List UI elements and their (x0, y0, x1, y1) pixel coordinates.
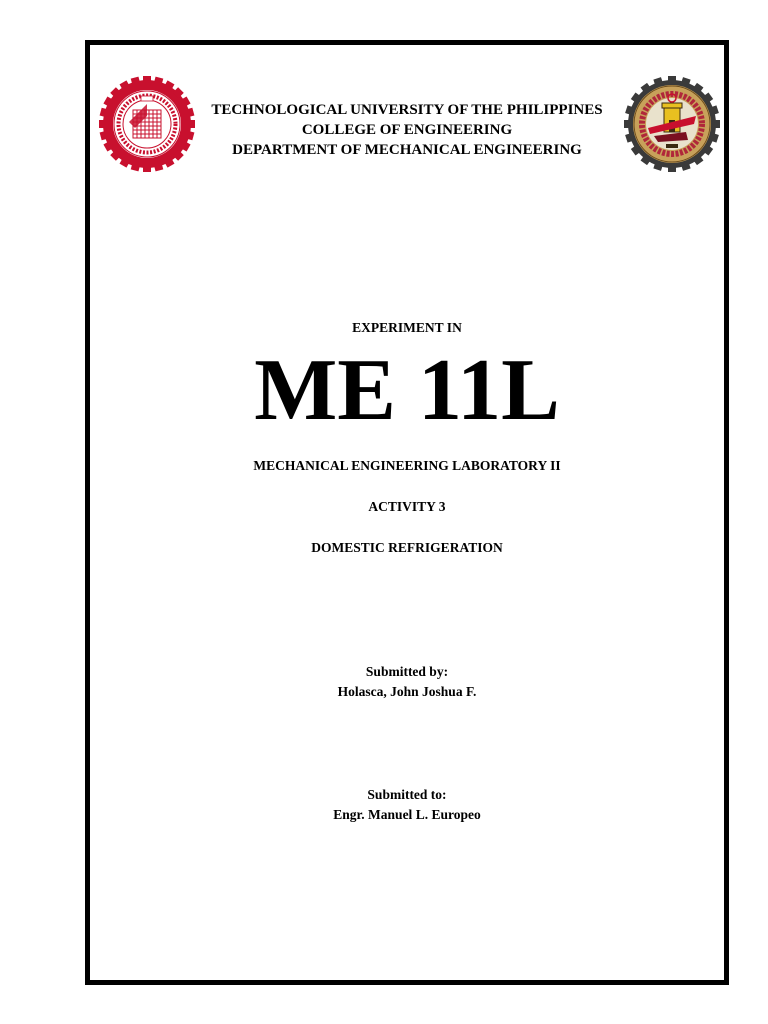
submitted-by-name: Holasca, John Joshua F. (337, 684, 477, 699)
course-code-title: ME 11L (254, 342, 560, 439)
department-name: DEPARTMENT OF MECHANICAL ENGINEERING (232, 142, 582, 158)
submitted-to-label: Submitted to: (367, 787, 447, 802)
activity-number: ACTIVITY 3 (368, 499, 446, 514)
submitted-by-label: Submitted by: (365, 664, 449, 679)
experiment-in-label: EXPERIMENT IN (352, 320, 462, 335)
submitted-to-name: Engr. Manuel L. Europeo (333, 807, 481, 822)
college-name: COLLEGE OF ENGINEERING (301, 122, 513, 138)
activity-title: DOMESTIC REFRIGERATION (311, 540, 503, 555)
course-title: MECHANICAL ENGINEERING LABORATORY II (253, 458, 561, 473)
university-name: TECHNOLOGICAL UNIVERSITY OF THE PHILIPPINES (211, 102, 603, 118)
